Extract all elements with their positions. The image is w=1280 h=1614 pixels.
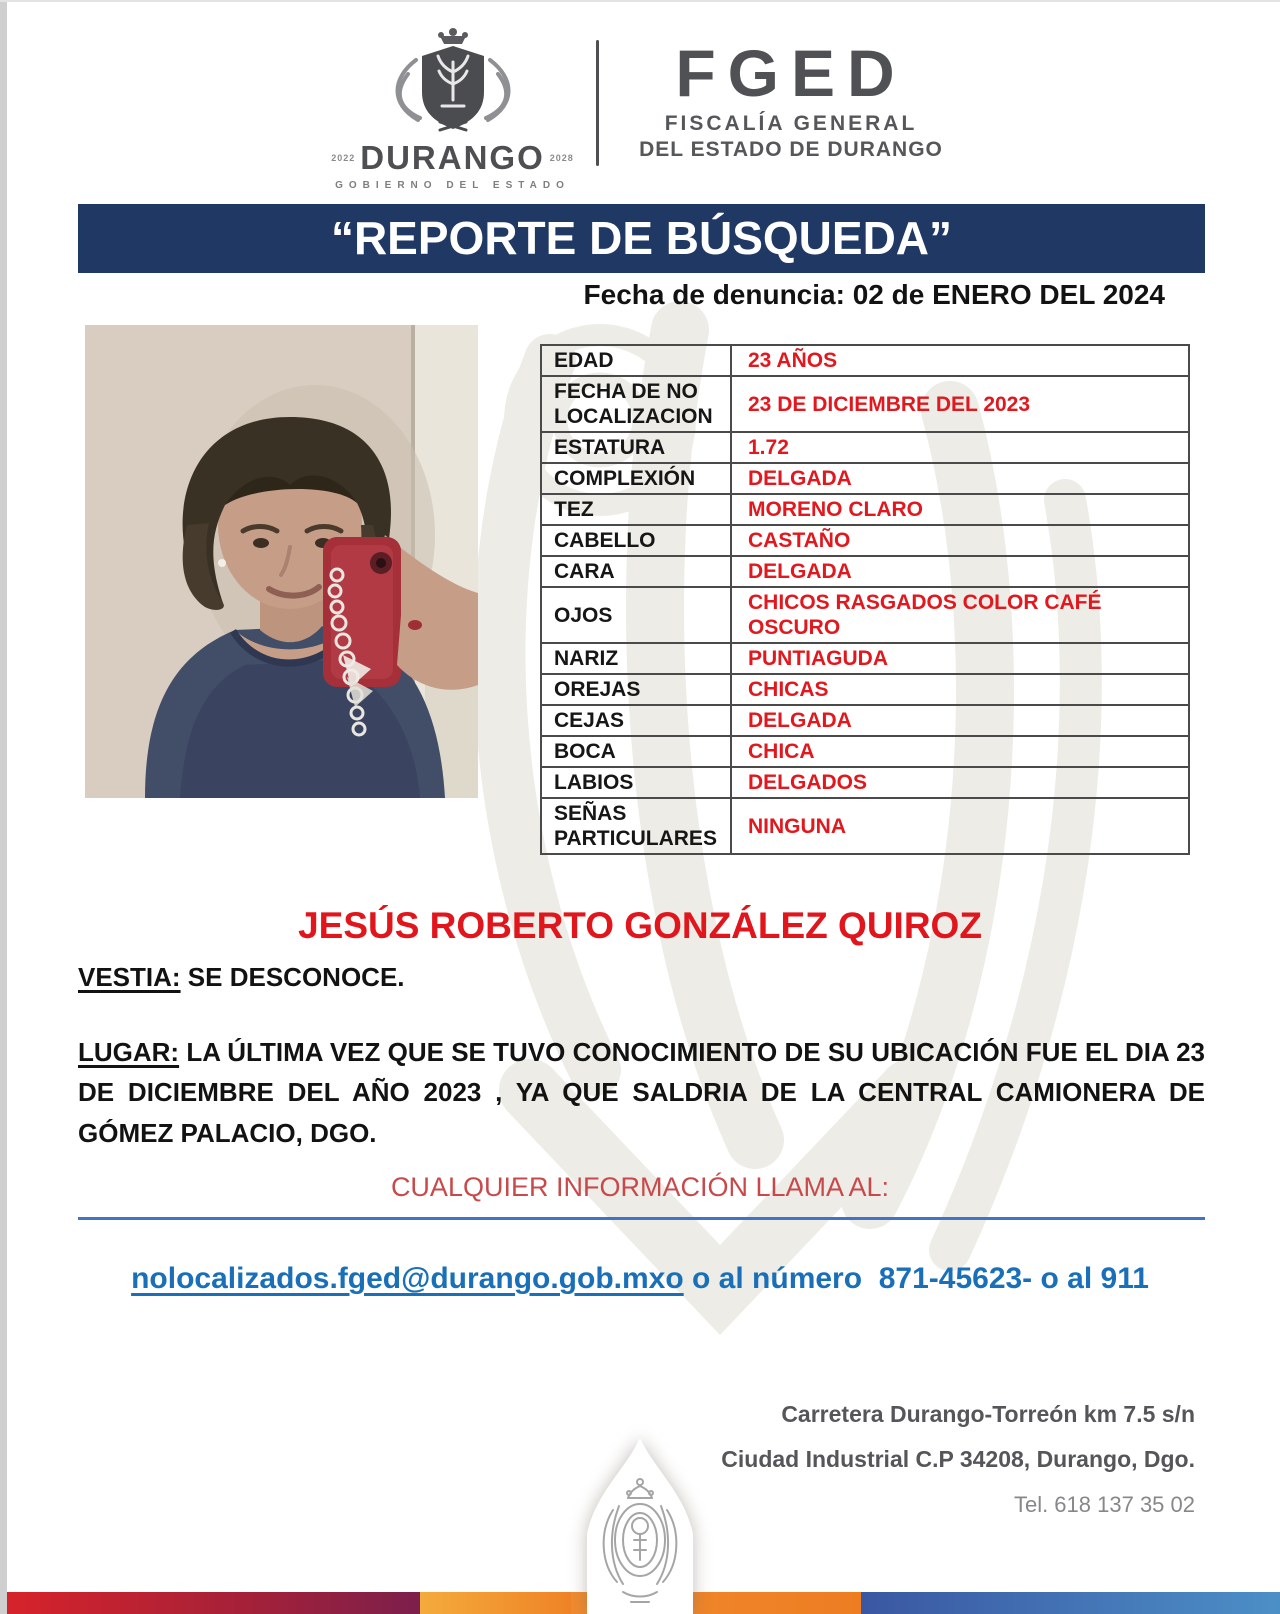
field-value: CASTAÑO [731,525,1189,556]
fged-name-line2: DEL ESTADO DE DURANGO [639,138,943,161]
missing-person-photo [85,325,478,798]
table-row [541,432,1189,463]
table-row [541,556,1189,587]
field-value: DELGADA [731,556,1189,587]
admin-year-right: 2028 [549,153,574,163]
vestia-line [78,962,405,993]
footer-address-line2: Ciudad Industrial C.P 34208, Durango, Dgo. [721,1446,1195,1472]
lugar-paragraph [78,1032,1205,1153]
divider-rule [78,1217,1205,1220]
lugar-label: LUGAR: [78,1037,180,1067]
field-label: FECHA DE NO LOCALIZACION [541,376,731,432]
bottom-bar-gold-segment [420,1592,571,1614]
footer-address-line1: Carretera Durango-Torreón km 7.5 s/n [781,1401,1195,1427]
contact-phone-text: o al número 871-45623- o al 911 [683,1262,1149,1295]
field-label: EDAD [541,345,731,376]
field-label: OJOS [541,587,731,643]
field-value: DELGADA [731,463,1189,494]
fged-logo [636,38,946,162]
table-row [541,705,1189,736]
field-value: 1.72 [731,432,1189,463]
table-row [541,798,1189,854]
admin-year-left: 2022 [331,153,356,163]
field-label: CABELLO [541,525,731,556]
scan-edge [0,0,1280,2]
lugar-value: LA ÚLTIMA VEZ QUE SE TUVO CONOCIMIENTO DE SU UBICACIÓN FUE EL DIA 23 DE DICIEMBRE DEL AÑO 2023 , YA QUE SALDRIA DE LA CENTRAL CAMIONERA DE GÓMEZ PALACIO, DGO. [78,1037,1205,1148]
durango-logo-title: DURANGO [360,139,545,176]
field-value: CHICOS RASGADOS COLOR CAFÉ OSCURO [731,587,1189,643]
footer-address [721,1392,1195,1527]
field-label: SEÑAS PARTICULARES [541,798,731,854]
call-heading: CUALQUIER INFORMACIÓN LLAMA AL: [390,1172,890,1202]
field-value: DELGADA [731,705,1189,736]
table-row [541,587,1189,643]
table-row [541,767,1189,798]
field-value: 23 DE DICIEMBRE DEL 2023 [731,376,1189,432]
field-label: LABIOS [541,767,731,798]
fged-name-line1: FISCALÍA GENERAL [664,112,918,135]
field-value: MORENO CLARO [731,494,1189,525]
field-label: ESTATURA [541,432,731,463]
contact-line [0,1262,1280,1296]
field-value: 23 AÑOS [731,345,1189,376]
field-value: CHICA [731,736,1189,767]
report-banner [78,204,1205,273]
field-value: DELGADOS [731,767,1189,798]
durango-government-logo [325,26,580,191]
bottom-bar-red-segment [0,1592,420,1614]
scan-edge [0,0,7,1614]
table-row [541,463,1189,494]
table-row [541,525,1189,556]
footer-phone: Tel. 618 137 35 02 [1013,1492,1195,1517]
table-row [541,736,1189,767]
person-details-table [540,344,1190,855]
table-row [541,674,1189,705]
durango-logo-subtitle: GOBIERNO DEL ESTADO [335,180,570,191]
field-label: CARA [541,556,731,587]
field-value: CHICAS [731,674,1189,705]
fged-crest-icon [573,1436,707,1614]
table-row [541,376,1189,432]
header-divider [596,40,599,166]
field-label: CEJAS [541,705,731,736]
field-label: NARIZ [541,643,731,674]
field-label: BOCA [541,736,731,767]
report-banner-title: “REPORTE DE BÚSQUEDA” [330,212,953,264]
vestia-label: VESTIA: [78,962,181,992]
field-label: OREJAS [541,674,731,705]
fged-acronym: FGED [675,36,907,110]
bottom-bar-blue-segment [861,1592,1280,1614]
table-row [541,643,1189,674]
table-row [541,494,1189,525]
durango-crest-icon [378,26,528,132]
table-row [541,345,1189,376]
missing-person-name: JESÚS ROBERTO GONZÁLEZ QUIROZ [298,905,982,946]
report-date: Fecha de denuncia: 02 de ENERO DEL 2024 [583,279,1165,310]
field-value: PUNTIAGUDA [731,643,1189,674]
report-email-link[interactable]: nolocalizados.fged@durango.gob.mxo [131,1262,684,1295]
field-value: NINGUNA [731,798,1189,854]
vestia-value: SE DESCONOCE. [180,962,405,992]
field-label: TEZ [541,494,731,525]
field-label: COMPLEXIÓN [541,463,731,494]
